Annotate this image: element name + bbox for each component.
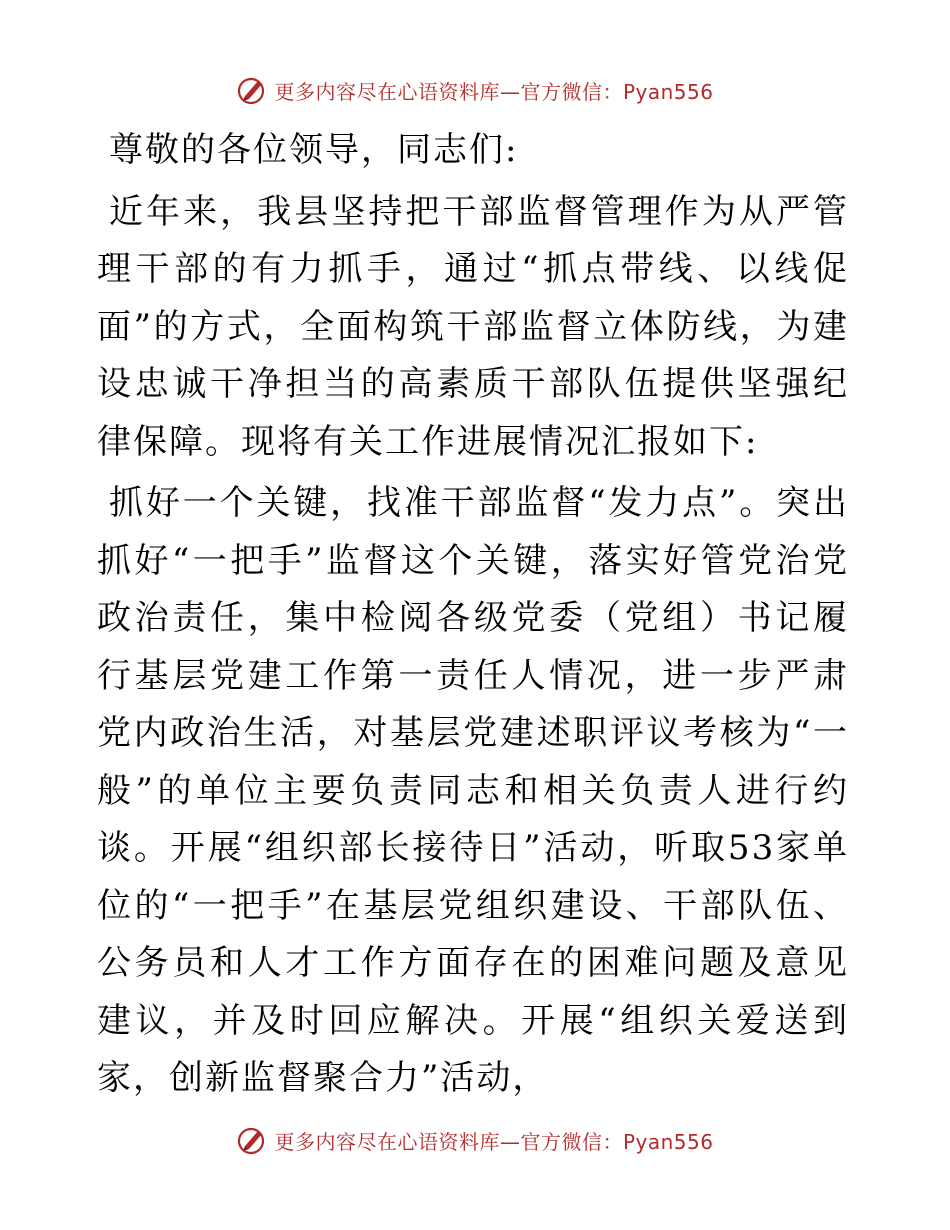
- paragraph-intro: 近年来，我县坚持把干部监督管理作为从严管理干部的有力抓手，通过“抓点带线、以线促面”的方式，全面构筑干部监督立体防线，为建设忠诚干净担当的高素质干部队伍提供坚强纪律保障。现将有关工作进展情况汇报如下:: [97, 191, 849, 462]
- footer-banner-text: 更多内容尽在心语资料库—官方微信：Pyan556: [274, 1129, 714, 1154]
- salutation: 尊敬的各位领导，同志们:: [109, 130, 519, 170]
- pen-logo-icon: [236, 74, 268, 106]
- footer-banner: [0, 1120, 950, 1160]
- paragraph-key-point: 抓好一个关键，找准干部监督“发力点”。突出抓好“一把手”监督这个关键，落实好管党治党政治责任，集中检阅各级党委（党组）书记履行基层党建工作第一责任人情况，进一步严肃党内政治生活，对基层党建述职评议考核为“一般”的单位主要负责同志和相关负责人进行约谈。开展“组织部长接待日”活动，听取53家单位的“一把手”在基层党组织建设、干部队伍、公务员和人才工作方面存在的困难问题及意见建议，并及时回应解决。开展“组织关爱送到家，创新监督聚合力”活动，: [97, 483, 849, 1098]
- document-body: [97, 122, 849, 1112]
- header-banner-text: 更多内容尽在心语资料库—官方微信：Pyan556: [274, 79, 714, 104]
- pen-logo-icon: [236, 1124, 268, 1156]
- header-banner: [0, 70, 950, 110]
